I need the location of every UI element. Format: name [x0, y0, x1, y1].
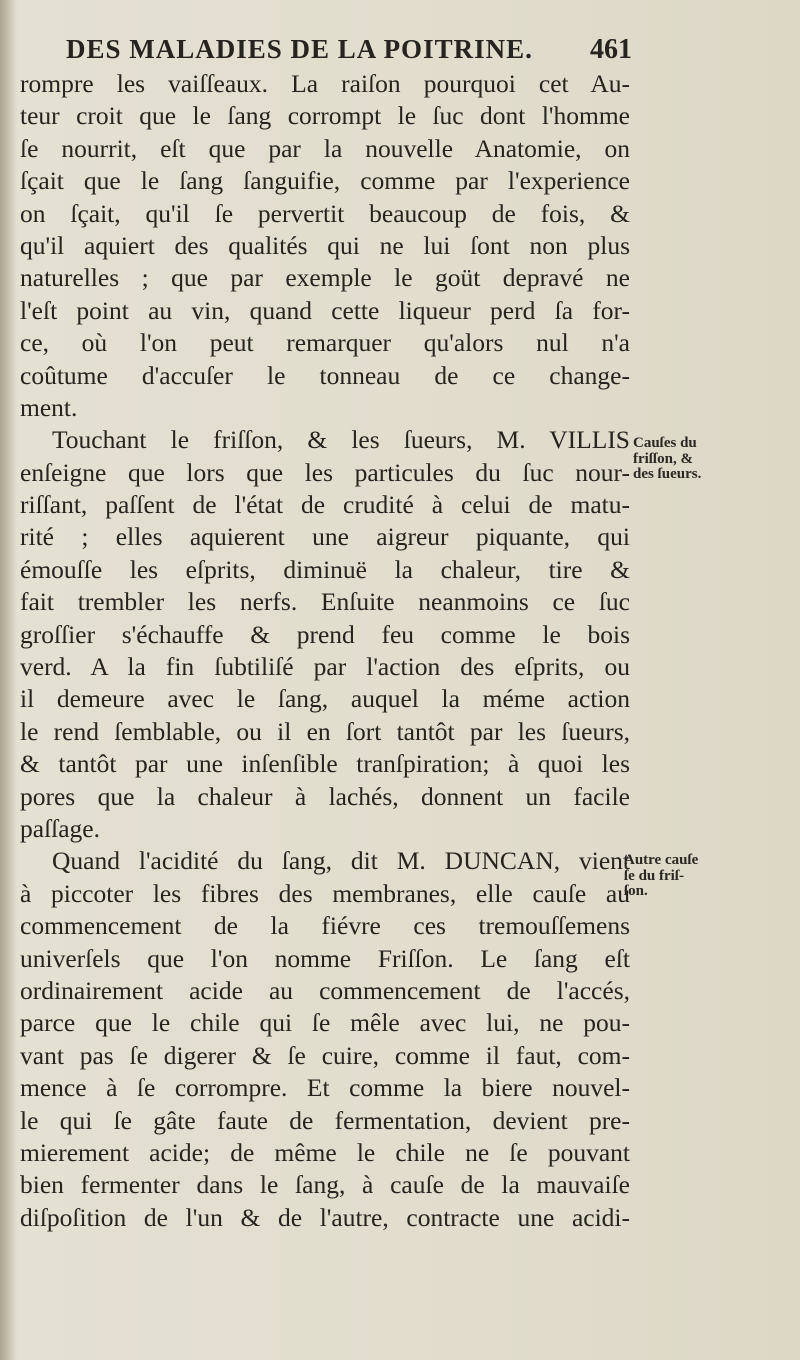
- text-line: à piccoter les fibres des membranes, elle cauſe au: [20, 878, 630, 908]
- text-line: on ſçait, qu'il ſe pervertit beaucoup de fois, &: [20, 198, 630, 228]
- margin-note-line: ſon.: [624, 883, 648, 899]
- text-line: teur croit que le ſang corrompt le ſuc dont l'homme: [20, 101, 630, 131]
- text-line: rompre les vaiſſeaux. La raiſon pourquoi cet Au-: [20, 69, 630, 98]
- text-line: mierement acide; de même le chile ne ſe pouvant: [20, 1137, 630, 1167]
- text-line: émouſſe les eſprits, diminuë la chaleur, tire &: [20, 554, 630, 584]
- text-line: pores que la chaleur à lachés, donnent un facile: [20, 781, 630, 811]
- text-line: parce que le chile qui ſe mêle avec lui, ne pou-: [20, 1008, 630, 1038]
- text-line: rité ; elles aquierent une aigreur piquante, qui: [20, 522, 630, 552]
- margin-note-line: Autre cauſe: [624, 852, 699, 868]
- text-line: ment.: [20, 392, 78, 422]
- text-line: fait trembler les nerfs. Enſuite neanmoins ce ſuc: [20, 587, 630, 617]
- margin-note-other-cause: [624, 853, 734, 900]
- text-line: vant pas ſe digerer & ſe cuire, comme il faut, com-: [20, 1040, 630, 1070]
- text-line: univerſels que l'on nomme Friſſon. Le ſang eſt: [20, 943, 630, 973]
- text-line: paſſage.: [20, 813, 100, 843]
- margin-note-line: des ſueurs.: [633, 466, 702, 482]
- running-head: DES MALADIES DE LA POITRINE.: [66, 34, 533, 64]
- text-line: verd. A la fin ſubtiliſé par l'action des eſprits, ou: [20, 652, 630, 682]
- text-line: bien fermenter dans le ſang, à cauſe de la mauvaiſe: [20, 1170, 630, 1200]
- text-line: mence à ſe corrompre. Et comme la biere nouvel-: [20, 1073, 630, 1103]
- text-line: & tantôt par une inſenſible tranſpiration; à quoi les: [20, 749, 630, 779]
- text-line: groſſier s'échauffe & prend feu comme le bois: [20, 619, 630, 649]
- text-line: ſe nourrit, eſt que par la nouvelle Anatomie, on: [20, 133, 630, 163]
- text-line: enſeigne que lors que les particules du ſuc nour-: [20, 457, 630, 487]
- margin-note-line: Cauſes du: [633, 435, 697, 451]
- main-text: [20, 68, 630, 1234]
- text-line: ſçait que le ſang ſanguifie, comme par l'experience: [20, 166, 630, 196]
- text-line: l'eſt point au vin, quand cette liqueur perd ſa for-: [20, 295, 630, 325]
- text-line: le qui ſe gâte faute de fermentation, devient pre-: [20, 1105, 630, 1135]
- paragraph-start-line: Quand l'acidité du ſang, dit M. DUNCAN, vient: [52, 846, 630, 876]
- text-line: ordinairement acide au commencement de l'accés,: [20, 975, 630, 1005]
- text-line: riſſant, paſſent de l'état de crudité à celui de matu-: [20, 490, 630, 520]
- page-number: 461: [590, 34, 632, 65]
- margin-note-line: friſſon, &: [633, 450, 693, 467]
- text-line: naturelles ; que par exemple le goüt depravé ne: [20, 263, 630, 293]
- text-line: il demeure avec le ſang, auquel la méme action: [20, 684, 630, 714]
- margin-note-line: ſe du friſ-: [624, 867, 684, 884]
- text-line: ce, où l'on peut remarquer qu'alors nul n'a: [20, 328, 630, 358]
- margin-note-causes: [633, 436, 743, 483]
- text-line: le rend ſemblable, ou il en ſort tantôt par les ſueurs,: [20, 716, 630, 746]
- text-line: commencement de la fiévre ces tremouſſemens: [20, 911, 630, 941]
- text-line: coûtume d'accuſer le tonneau de ce change-: [20, 360, 630, 390]
- text-line: diſpoſition de l'un & de l'autre, contracte une acidi-: [20, 1202, 630, 1232]
- text-line: qu'il aquiert des qualités qui ne lui ſont non plus: [20, 230, 630, 260]
- gutter-shadow: [0, 0, 16, 1360]
- paragraph-start-line: Touchant le friſſon, & les ſueurs, M. VILLIS: [52, 425, 630, 455]
